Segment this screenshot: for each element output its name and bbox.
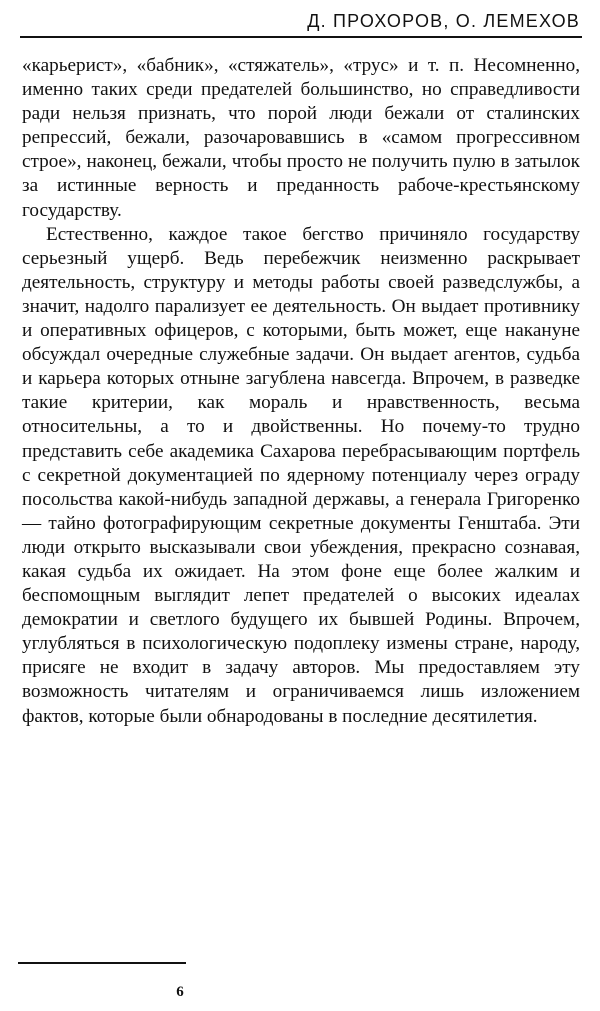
running-head [20,6,582,38]
page-number: 6 [176,984,184,1000]
paragraph-1: «карьерист», «бабник», «стяжатель», «трус» и т. п. Несомненно, именно таких среди предателей большинство, но справедливости ради нельзя признать, что порой люди бежали от сталинских репрессий, бежали, разочаровавшись в «самом прогрессивном строе», наконец, бежали, чтобы просто не получить пулю в затылок за истинные верность и преданность рабоче-крестьянскому государству. [22,55,580,221]
running-head-authors: Д. ПРОХОРОВ, О. ЛЕМЕХОВ [307,11,580,31]
body-text [22,54,580,729]
footnote-rule [18,962,186,964]
paragraph-2: Естественно, каждое такое бегство причиняло государству серьезный ущерб. Ведь перебежчик неизменно раскрывает деятельность, структуру и методы работы своей разведслужбы, а значит, надолго парализует ее деятельность. Он выдает противнику и оперативных офицеров, с которыми, быть может, еще накануне обсуждал очередные служебные задачи. Он выдает агентов, судьба и карьера которых отныне загублена навсегда. Впрочем, в разведке такие критерии, как мораль и нравственность, весьма относительны, а то и двойственны. Но почему-то трудно представить себе академика Сахарова перебрасывающим портфель с секретной документацией по ядерному потенциалу через ограду посольства какой-нибудь западной державы, а генерала Григоренко — тайно фотографирующим секретные документы Генштаба. Эти люди открыто высказывали свои убеждения, прекрасно сознавая, какая судьба их ожидает. На этом фоне еще более жалким и беспомощным выглядит лепет предателей о высоких идеалах демократии и светлого будущего их бывшей Родины. Впрочем, углубляться в психологическую подоплеку измены стране, народу, присяге не входит в задачу авторов. Мы предоставляем эту возможность читателям и ограничиваемся лишь изложением фактов, которые были обнародованы в последние десятилетия. [22,223,580,727]
